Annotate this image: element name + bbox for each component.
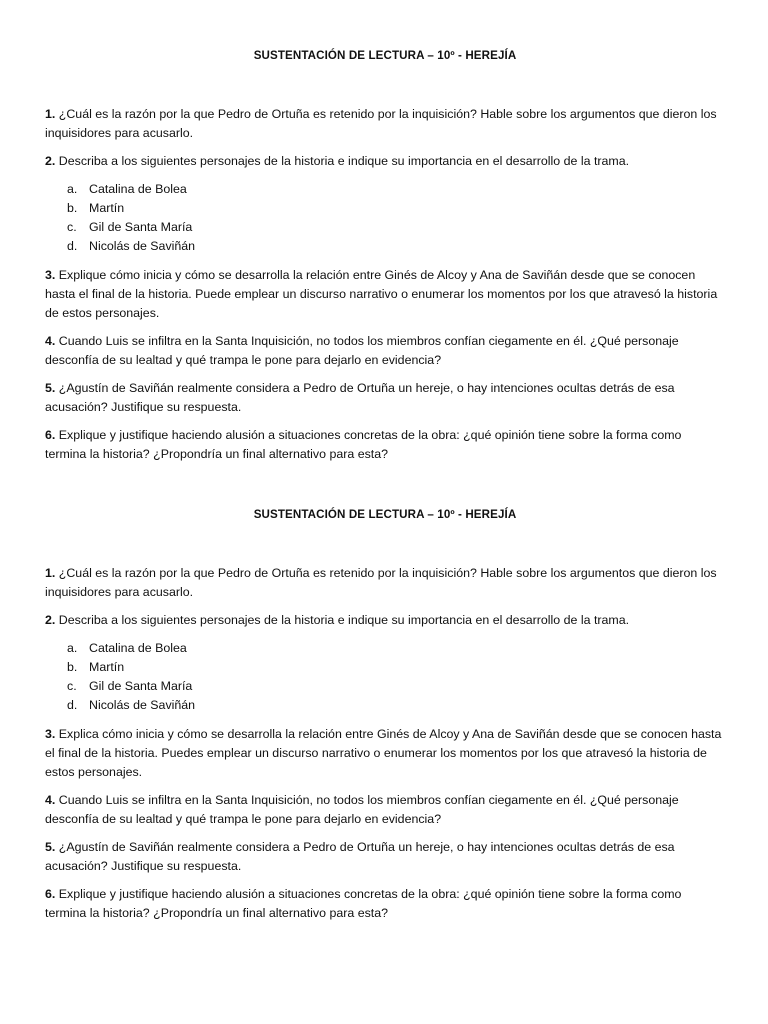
question-text: ¿Agustín de Saviñán realmente considera a Pedro de Ortuña un hereje, o hay intenciones ocultas detrás de esa acusación? Justifique su respuesta. bbox=[45, 381, 675, 414]
list-text: Gil de Santa María bbox=[89, 679, 193, 693]
question-5 bbox=[45, 838, 725, 876]
list-text: Nicolás de Saviñán bbox=[89, 698, 196, 712]
question-6 bbox=[45, 426, 725, 464]
list-letter: b. bbox=[67, 660, 78, 674]
question-number: 5. bbox=[45, 381, 56, 395]
question-1 bbox=[45, 564, 725, 602]
list-text: Catalina de Bolea bbox=[89, 641, 187, 655]
page-title: SUSTENTACIÓN DE LECTURA – 10º - HEREJÍA bbox=[253, 508, 517, 521]
list-letter: a. bbox=[67, 641, 78, 655]
question-text: Explica cómo inicia y cómo se desarrolla la relación entre Ginés de Alcoy y Ana de Saviñán desde que se conocen hasta el final de la historia. Puedes emplear un discurso narrativo o enumerar los momentos por los que atravesó la historia de estos personajes. bbox=[45, 727, 722, 779]
question-5 bbox=[45, 379, 725, 417]
list-item bbox=[45, 696, 725, 715]
list-text: Nicolás de Saviñán bbox=[89, 239, 196, 253]
question-number: 1. bbox=[45, 107, 56, 121]
question-number: 6. bbox=[45, 428, 56, 442]
question-text: Explique y justifique haciendo alusión a situaciones concretas de la obra: ¿qué opinión tiene sobre la forma como termina la historia? ¿Propondría un final alternativo para esta? bbox=[45, 428, 682, 461]
question-1 bbox=[45, 105, 725, 143]
exam-sheet-2 bbox=[45, 505, 725, 932]
question-text: ¿Cuál es la razón por la que Pedro de Ortuña es retenido por la inquisición? Hable sobre los argumentos que dieron los inquisidores para acusarlo. bbox=[45, 107, 717, 140]
list-letter: c. bbox=[67, 679, 77, 693]
list-item bbox=[45, 218, 725, 237]
exam-sheet-1 bbox=[45, 46, 725, 473]
list-letter: b. bbox=[67, 201, 78, 215]
question-number: 4. bbox=[45, 334, 56, 348]
question-number: 6. bbox=[45, 887, 56, 901]
question-number: 5. bbox=[45, 840, 56, 854]
question-number: 3. bbox=[45, 268, 56, 282]
question-number: 3. bbox=[45, 727, 56, 741]
list-item bbox=[45, 237, 725, 256]
list-item bbox=[45, 180, 725, 199]
list-item bbox=[45, 658, 725, 677]
question-text: Describa a los siguientes personajes de la historia e indique su importancia en el desarrollo de la trama. bbox=[55, 613, 630, 627]
question-3 bbox=[45, 725, 725, 782]
character-list bbox=[45, 639, 725, 715]
question-text: Describa a los siguientes personajes de la historia e indique su importancia en el desarrollo de la trama. bbox=[55, 154, 630, 168]
question-text: Explique cómo inicia y cómo se desarrolla la relación entre Ginés de Alcoy y Ana de Saviñán desde que se conocen hasta el final de la historia. Puede emplear un discurso narrativo o enumerar los momentos por los que atravesó la historia de estos personajes. bbox=[45, 268, 718, 320]
list-letter: a. bbox=[67, 182, 78, 196]
list-text: Catalina de Bolea bbox=[89, 182, 187, 196]
question-4 bbox=[45, 332, 725, 370]
list-text: Martín bbox=[89, 201, 125, 215]
question-text: Cuando Luis se infiltra en la Santa Inquisición, no todos los miembros confían ciegamente en él. ¿Qué personaje desconfía de su lealtad y qué trampa le pone para dejarlo en evidencia? bbox=[45, 793, 679, 826]
question-2 bbox=[45, 152, 725, 171]
question-3 bbox=[45, 266, 725, 323]
list-item bbox=[45, 639, 725, 658]
question-number: 2. bbox=[45, 154, 56, 168]
question-text: ¿Cuál es la razón por la que Pedro de Ortuña es retenido por la inquisición? Hable sobre los argumentos que dieron los inquisidores para acusarlo. bbox=[45, 566, 717, 599]
question-number: 4. bbox=[45, 793, 56, 807]
list-text: Martín bbox=[89, 660, 125, 674]
character-list bbox=[45, 180, 725, 256]
list-item bbox=[45, 199, 725, 218]
list-item bbox=[45, 677, 725, 696]
question-text: Cuando Luis se infiltra en la Santa Inquisición, no todos los miembros confían ciegamente en él. ¿Qué personaje desconfía de su lealtad y qué trampa le pone para dejarlo en evidencia? bbox=[45, 334, 679, 367]
question-2 bbox=[45, 611, 725, 630]
list-letter: d. bbox=[67, 698, 78, 712]
question-6 bbox=[45, 885, 725, 923]
list-letter: c. bbox=[67, 220, 77, 234]
page-title: SUSTENTACIÓN DE LECTURA – 10º - HEREJÍA bbox=[253, 49, 517, 62]
question-text: Explique y justifique haciendo alusión a situaciones concretas de la obra: ¿qué opinión tiene sobre la forma como termina la historia? ¿Propondría un final alternativo para esta? bbox=[45, 887, 682, 920]
list-letter: d. bbox=[67, 239, 78, 253]
question-number: 1. bbox=[45, 566, 56, 580]
question-number: 2. bbox=[45, 613, 56, 627]
question-text: ¿Agustín de Saviñán realmente considera a Pedro de Ortuña un hereje, o hay intenciones ocultas detrás de esa acusación? Justifique su respuesta. bbox=[45, 840, 675, 873]
question-4 bbox=[45, 791, 725, 829]
list-text: Gil de Santa María bbox=[89, 220, 193, 234]
